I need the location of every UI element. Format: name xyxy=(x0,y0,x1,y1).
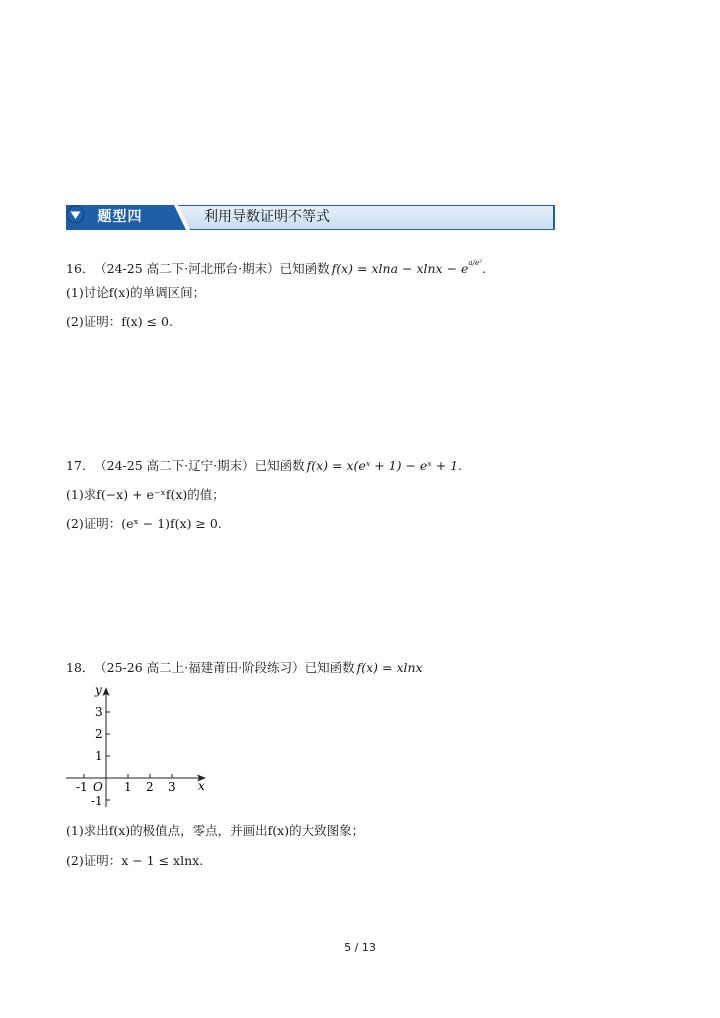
x-axis-label: x xyxy=(198,779,205,793)
problem-17-statement xyxy=(66,457,462,475)
page-number: 5 / 13 xyxy=(344,941,376,954)
problem-18-part-1: (1)求出f(x)的极值点，零点，并画出f(x)的大致图象； xyxy=(66,823,365,838)
chevron-down-circle-icon[interactable] xyxy=(66,205,85,224)
problem-number: 16． xyxy=(66,261,95,276)
origin-label: O xyxy=(93,780,103,794)
problem-number: 18． xyxy=(66,660,95,675)
problem-16-part-2: (2)证明：f(x) ≤ 0. xyxy=(66,314,173,329)
problem-17-part-2: (2)证明：(eˣ − 1)f(x) ≥ 0. xyxy=(66,516,222,531)
section-title: 利用导数证明不等式 xyxy=(204,209,330,225)
problem-formula: f(x) = x(eˣ + 1) − eˣ + 1. xyxy=(306,458,463,473)
problem-source: （24-25 高二下·辽宁·期末）已知函数 xyxy=(100,458,305,473)
problem-source: （24-25 高二下·河北邢台·期末）已知函数 xyxy=(100,261,330,276)
problem-18-statement xyxy=(66,659,423,677)
formula-end: . xyxy=(481,261,486,276)
y-tick-label: 2 xyxy=(95,727,103,741)
problem-18-part-2: (2)证明：x − 1 ≤ xlnx. xyxy=(66,853,204,868)
y-tick-label: -1 xyxy=(91,794,103,808)
y-tick-label: 3 xyxy=(95,705,103,719)
x-tick-label: 3 xyxy=(168,780,176,794)
y-axis-label: y xyxy=(95,683,102,697)
coordinate-graph xyxy=(62,683,212,813)
problem-16-statement xyxy=(66,254,486,278)
section-badge: 题型四 xyxy=(97,209,143,225)
problem-17-part-1: (1)求f(−x) + e⁻ˣf(x)的值； xyxy=(66,487,225,502)
problem-16-part-1: (1)讨论f(x)的单调区间； xyxy=(66,285,206,300)
x-tick-label: 2 xyxy=(146,780,154,794)
section-header xyxy=(66,205,558,230)
problem-formula: f(x) = xlnx xyxy=(356,660,423,675)
problem-formula: f(x) = xlna − xlnx − e xyxy=(331,261,469,276)
x-tick-label: -1 xyxy=(76,780,88,794)
x-tick-label: 1 xyxy=(124,780,132,794)
y-tick-label: 1 xyxy=(95,749,103,763)
problem-source: （25-26 高二上·福建莆田·阶段练习）已知函数 xyxy=(100,660,355,675)
formula-exponent: a/e² xyxy=(468,259,482,267)
problem-number: 17． xyxy=(66,458,95,473)
